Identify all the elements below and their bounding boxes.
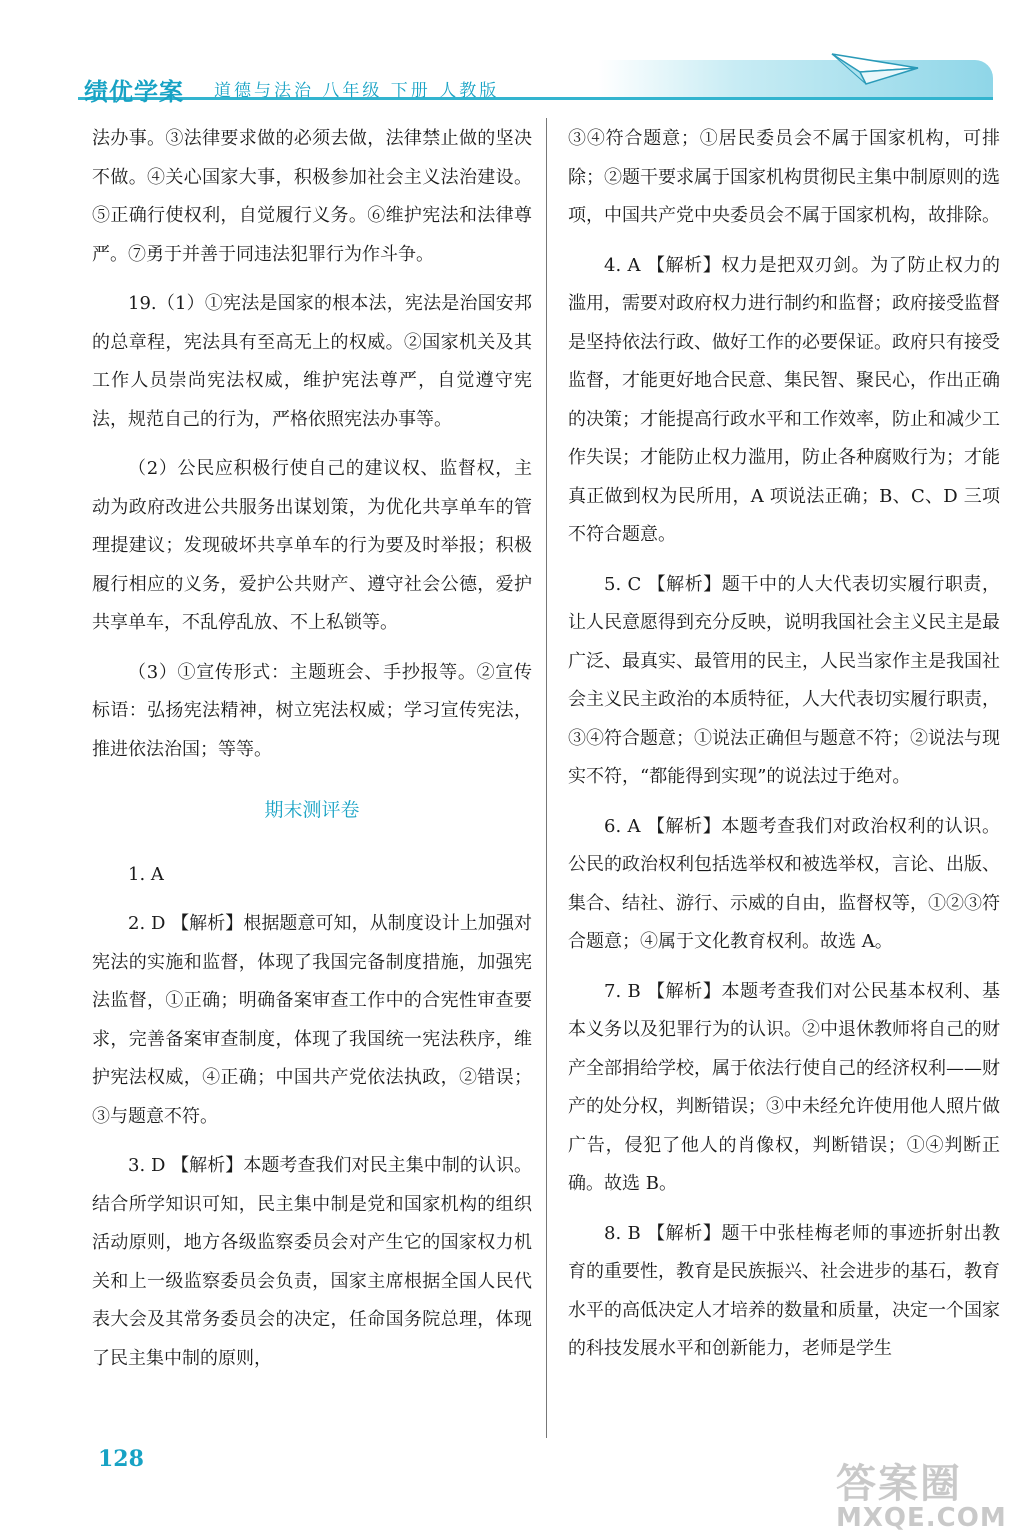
answer-1: 1. A xyxy=(128,863,164,885)
header-decoration-band xyxy=(598,60,993,100)
answer-3: 3. D 【解析】本题考查我们对民主集中制的认识。结合所学知识可知，民主集中制是党和国家机构的组织活动原则，地方各级监察委员会对产生它的国家权力机关和上一级监察委员会负责，国家主席根据全国人民代表大会及其常务委员会的决定，任命国务院总理，体现了民主集中制的原则， xyxy=(92,1155,532,1369)
watermark-text: 答案圈 xyxy=(836,1461,962,1507)
answer-19-part1: 19.（1）①宪法是国家的根本法，宪法是治国安邦的总章程，宪法具有至高无上的权威。②国家机关及其工作人员崇尚宪法权威，维护宪法尊严，自觉遵守宪法，规范自己的行为，严格依照宪法办事等。 xyxy=(92,293,532,430)
left-column xyxy=(92,120,532,1389)
answer-2: 2. D 【解析】根据题意可知，从制度设计上加强对宪法的实施和监督，体现了我国完备制度措施，加强宪法监督，①正确；明确备案审查工作中的合宪性审查要求，完善备案审查制度，体现了我国统一宪法秩序，维护宪法权威，④正确；中国共产党依法执政，②错误；③与题意不符。 xyxy=(92,913,532,1127)
answer-7: 7. B 【解析】本题考查我们对公民基本权利、基本义务以及犯罪行为的认识。②中退休教师将自己的财产全部捐给学校，属于依法行使自己的经济权利——财产的处分权，判断错误；③中未经允许使用他人照片做广告，侵犯了他人的肖像权，判断错误；①④判断正确。故选 B。 xyxy=(568,980,1000,1194)
answer-3-continued: ③④符合题意；①居民委员会不属于国家机构，可排除；②题干要求属于国家机构贯彻民主集中制原则的选项，中国共产党中央委员会不属于国家机构，故排除。 xyxy=(568,128,1000,226)
section-title: 期末测评卷 xyxy=(264,799,360,821)
paragraph: 法办事。③法律要求做的必须去做，法律禁止做的坚决不做。④关心国家大事，积极参加社会主义法治建设。⑤正确行使权利，自觉履行义务。⑥维护宪法和法律尊严。⑦勇于并善于同违法犯罪行为作斗争。 xyxy=(92,128,532,265)
answer-8: 8. B 【解析】题干中张桂梅老师的事迹折射出教育的重要性，教育是民族振兴、社会进步的基石，教育水平的高低决定人才培养的数量和质量，决定一个国家的科技发展水平和创新能力，老师是学生 xyxy=(568,1222,1000,1359)
answer-19-part3: （3）①宣传形式：主题班会、手抄报等。②宣传标语：弘扬宪法精神，树立宪法权威；学习宣传宪法，推进依法治国；等等。 xyxy=(92,661,532,760)
page-number: 128 xyxy=(98,1446,144,1472)
column-divider xyxy=(546,118,547,1438)
paper-plane-icon xyxy=(830,50,920,86)
watermark-logo xyxy=(836,1452,1007,1533)
answer-4: 4. A 【解析】权力是把双刃剑。为了防止权力的滥用，需要对政府权力进行制约和监督；政府接受监督是坚持依法行政、做好工作的必要保证。政府只有接受监督，才能更好地合民意、集民智、聚民心，作出正确的决策；才能提高行政水平和工作效率，防止和减少工作失误；才能防止权力滥用，防止各种腐败行为；才能真正做到权为民所用，A 项说法正确；B、C、D 三项不符合题意。 xyxy=(568,254,1000,545)
right-column xyxy=(568,120,1000,1380)
book-brand: 绩优学案 xyxy=(84,78,184,106)
answer-19-part2: （2）公民应积极行使自己的建议权、监督权，主动为政府改进公共服务出谋划策，为优化共享单车的管理提建议；发现破坏共享单车的行为要及时举报；积极履行相应的义务，爱护公共财产、遵守社会公德，爱护共享单车，不乱停乱放、不上私锁等。 xyxy=(92,458,532,633)
answer-5: 5. C 【解析】题干中的人大代表切实履行职责，让人民意愿得到充分反映，说明我国社会主义民主是最广泛、最真实、最管用的民主，人民当家作主是我国社会主义民主政治的本质特征，人大代表切实履行职责，③④符合题意；①说法正确但与题意不符；②说法与现实不符，“都能得到实现”的说法过于绝对。 xyxy=(568,573,1000,787)
page-header xyxy=(78,46,993,106)
answer-6: 6. A 【解析】本题考查我们对政治权利的认识。公民的政治权利包括选举权和被选举权，言论、出版、集合、结社、游行、示威的自由，监督权等，①②③符合题意；④属于文化教育权利。故选 A。 xyxy=(568,815,1000,952)
watermark-url: MXQE.COM xyxy=(836,1503,1007,1533)
book-subject-info: 道德与法治 八年级 下册 人教版 xyxy=(214,81,500,101)
